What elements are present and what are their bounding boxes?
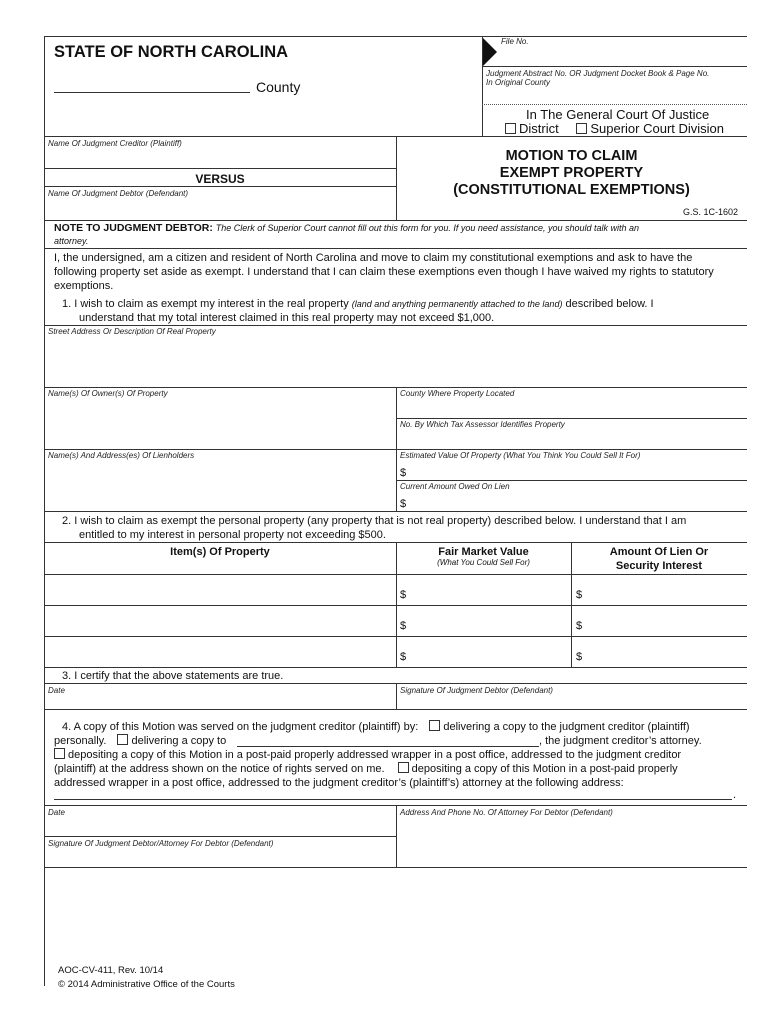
deliver-attorney-checkbox[interactable] (117, 734, 128, 745)
copyright: © 2014 Administrative Office of the Courts (58, 979, 235, 990)
items-header: Item(s) Of Property (170, 546, 270, 558)
owners-field[interactable] (46, 400, 394, 448)
lienholders-field[interactable] (46, 462, 394, 510)
deliver-attorney-text: delivering a copy to (131, 735, 227, 747)
form-number: AOC-CV-411, Rev. 10/14 (58, 965, 164, 976)
fmv-field-3[interactable]: $ (400, 651, 407, 663)
intro-line1: I, the undersigned, am a citizen and resident of North Carolina and move to claim my constitutional exemptions and ask to have the (54, 252, 693, 264)
debtor-signature-field[interactable] (398, 695, 746, 708)
superior-court-label: Superior Court Division (590, 121, 725, 136)
item-field-1[interactable] (46, 576, 394, 603)
fmv-field-1[interactable]: $ (400, 589, 407, 601)
debtor-signature-label: Signature Of Judgment Debtor (Defendant) (400, 686, 553, 695)
debtor-label: Name Of Judgment Debtor (Defendant) (48, 189, 189, 198)
tax-id-label: No. By Which Tax Assessor Identifies Property (400, 420, 565, 429)
owners-label: Name(s) Of Owner(s) Of Property (48, 389, 168, 398)
attorney-name-field[interactable] (237, 746, 539, 747)
attorney-suffix-text: , the judgment creditor’s attorney. (539, 735, 702, 747)
mail-creditor-text-cont: (plaintiff) at the address shown on the notice of rights served on me. (54, 763, 385, 775)
service-date-label: Date (48, 808, 65, 817)
lien-field-2[interactable]: $ (576, 620, 583, 632)
section2-line2: entitled to my interest in personal property not exceeding $500. (79, 529, 386, 541)
attorney-address-label: Address And Phone No. Of Attorney For Debtor (Defendant) (400, 808, 613, 817)
lienholders-label: Name(s) And Address(es) Of Lienholders (48, 451, 195, 460)
state-title: STATE OF NORTH CAROLINA (54, 43, 289, 61)
personally-text: personally. (54, 735, 107, 747)
superior-court-checkbox[interactable] (576, 123, 587, 134)
county-located-field[interactable] (398, 400, 746, 417)
deliver-personally-checkbox[interactable] (429, 720, 440, 731)
file-no-arrow-icon (483, 38, 497, 66)
creditor-label: Name Of Judgment Creditor (Plaintiff) (48, 139, 182, 148)
file-no-label: File No. (501, 37, 529, 46)
fmv-header: Fair Market Value (438, 546, 529, 558)
estimated-value-label: Estimated Value Of Property (What You Think You Could Sell It For) (400, 451, 641, 460)
section1-text-c: described below. I (565, 298, 654, 310)
mail-creditor-checkbox[interactable] (54, 748, 65, 759)
note-text-cont: attorney. (54, 236, 89, 246)
amount-owed-field[interactable]: $ (400, 498, 407, 510)
file-no-field[interactable] (482, 66, 747, 67)
section1-text-a: 1. I wish to claim as exempt my interest in the real property (62, 298, 349, 310)
section1-text-b: (land and anything permanently attached to the land) (351, 299, 563, 309)
intro-line2: following property set aside as exempt. I understand that I can claim these exemptions even though I have waived my rights to statutory (54, 266, 714, 278)
address-period: . (733, 789, 737, 801)
section2-line1: 2. I wish to claim as exempt the personal property (any property that is not real property) described below. I understand that I am (62, 515, 687, 527)
fmv-field-2[interactable]: $ (400, 620, 407, 632)
service-intro: 4. A copy of this Motion was served on the judgment creditor (plaintiff) by: (62, 721, 419, 733)
attorney-address-field[interactable] (398, 818, 746, 866)
estimated-value-field[interactable]: $ (400, 467, 407, 479)
county-label: County (256, 79, 301, 95)
deliver-personally-text: delivering a copy to the judgment creditor (plaintiff) (443, 721, 690, 733)
certify-date-field[interactable] (46, 695, 394, 708)
county-input[interactable] (54, 92, 250, 93)
mail-attorney-text-cont: addressed wrapper in a post office, addressed to the judgment creditor’s (plaintiff’s) attorney at the following address: (54, 777, 624, 789)
lien-header-2: Security Interest (615, 560, 703, 572)
street-address-label: Street Address Or Description Of Real Property (48, 327, 216, 336)
amount-owed-label: Current Amount Owed On Lien (400, 482, 510, 491)
street-address-field[interactable] (46, 338, 746, 386)
mail-attorney-text: depositing a copy of this Motion in a post-paid properly (411, 763, 678, 775)
item-field-2[interactable] (46, 607, 394, 634)
note-text: The Clerk of Superior Court cannot fill out this form for you. If you need assistance, you should talk with an (215, 223, 640, 233)
judgment-abstract-label: Judgment Abstract No. OR Judgment Docket Book & Page No. (486, 69, 710, 78)
section1-line2: understand that my total interest claimed in this real property may not exceed $1,000. (79, 312, 495, 324)
mail-attorney-checkbox[interactable] (398, 762, 409, 773)
certify-statement: 3. I certify that the above statements are true. (62, 670, 284, 682)
statute-reference: G.S. 1C-1602 (683, 207, 739, 217)
note-heading: NOTE TO JUDGMENT DEBTOR: (54, 222, 213, 234)
court-title: In The General Court Of Justice (526, 107, 710, 122)
attorney-address-line[interactable] (54, 799, 732, 800)
form-title-line2: EXEMPT PROPERTY (499, 165, 644, 181)
versus-label: VERSUS (195, 172, 245, 186)
lien-field-3[interactable]: $ (576, 651, 583, 663)
tax-id-field[interactable] (398, 431, 746, 448)
service-date-field[interactable] (46, 818, 394, 835)
service-signature-field[interactable] (46, 849, 394, 866)
fmv-subheader: (What You Could Sell For) (437, 558, 530, 567)
original-county-label: In Original County (486, 78, 551, 87)
form-title-line1: MOTION TO CLAIM (505, 148, 638, 164)
district-checkbox[interactable] (505, 123, 516, 134)
county-located-label: County Where Property Located (400, 389, 515, 398)
intro-line3: exemptions. (54, 280, 114, 292)
item-field-3[interactable] (46, 638, 394, 665)
certify-date-label: Date (48, 686, 65, 695)
form-title-line3: (CONSTITUTIONAL EXEMPTIONS) (453, 182, 690, 198)
service-signature-label: Signature Of Judgment Debtor/Attorney For Debtor (Defendant) (48, 839, 274, 848)
lien-header-1: Amount Of Lien Or (609, 546, 709, 558)
district-label: District (519, 121, 559, 136)
mail-creditor-text: depositing a copy of this Motion in a post-paid properly addressed wrapper in a post office, addressed to the judgment creditor (68, 749, 682, 761)
lien-field-1[interactable]: $ (576, 589, 583, 601)
